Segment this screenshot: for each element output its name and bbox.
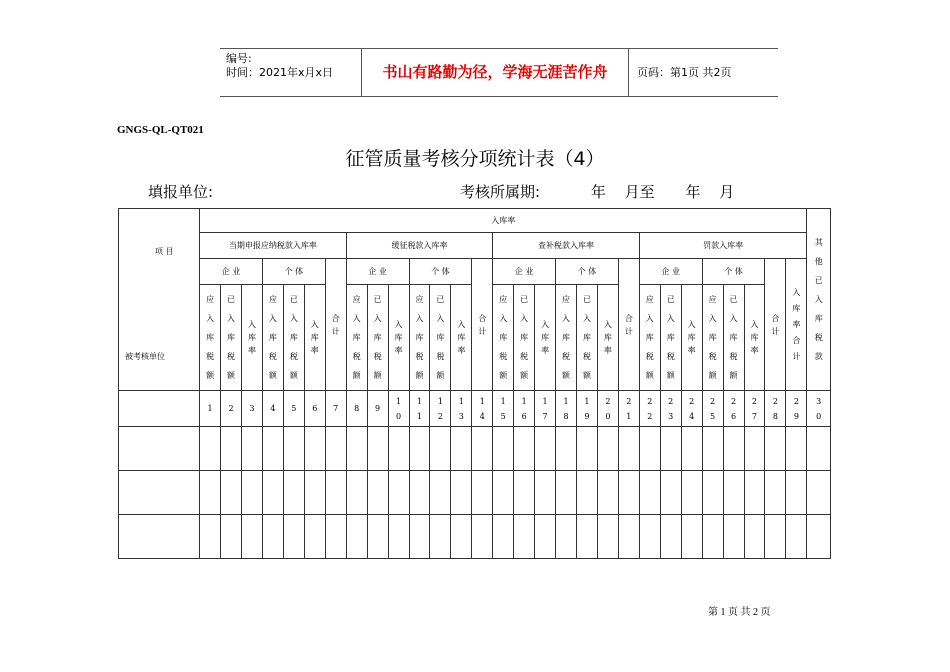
column-number: 3 bbox=[242, 391, 263, 427]
data-cell[interactable] bbox=[681, 471, 702, 515]
column-number: 18 bbox=[556, 391, 577, 427]
column-number: 21 bbox=[618, 391, 639, 427]
rate-header: 入库率 bbox=[681, 285, 702, 391]
data-cell[interactable] bbox=[325, 471, 346, 515]
subtotal-header: 合计 bbox=[618, 259, 639, 391]
data-cell[interactable] bbox=[723, 427, 744, 471]
data-cell[interactable] bbox=[304, 515, 325, 559]
data-cell[interactable] bbox=[597, 471, 618, 515]
rate-total-header: 入库率合计 bbox=[786, 259, 807, 391]
unit-cell[interactable] bbox=[119, 471, 200, 515]
data-cell[interactable] bbox=[660, 515, 681, 559]
individual-header: 个 体 bbox=[556, 259, 619, 285]
subtotal-header: 合计 bbox=[325, 259, 346, 391]
data-cell[interactable] bbox=[283, 427, 304, 471]
data-cell[interactable] bbox=[744, 427, 765, 471]
subtotal-header: 合计 bbox=[765, 259, 786, 391]
data-cell[interactable] bbox=[535, 427, 556, 471]
rate-header: 入库率 bbox=[304, 285, 325, 391]
statistics-table bbox=[118, 208, 831, 559]
column-number: 17 bbox=[535, 391, 556, 427]
paid-header: 已入库税额 bbox=[723, 285, 744, 391]
column-number: 14 bbox=[472, 391, 493, 427]
due-header: 应入库税额 bbox=[702, 285, 723, 391]
column-number: 13 bbox=[451, 391, 472, 427]
data-cell[interactable] bbox=[472, 427, 493, 471]
data-cell[interactable] bbox=[493, 471, 514, 515]
unit-label: 被考核单位 bbox=[125, 352, 165, 361]
data-cell[interactable] bbox=[765, 427, 786, 471]
data-cell[interactable] bbox=[451, 471, 472, 515]
table-row bbox=[119, 427, 831, 471]
data-cell[interactable] bbox=[388, 471, 409, 515]
data-cell[interactable] bbox=[597, 515, 618, 559]
column-number: 11 bbox=[409, 391, 430, 427]
data-cell[interactable] bbox=[807, 515, 831, 559]
rate-header: 入库率 bbox=[242, 285, 263, 391]
data-cell[interactable] bbox=[618, 471, 639, 515]
data-cell[interactable] bbox=[388, 515, 409, 559]
document-header bbox=[220, 48, 778, 97]
data-cell[interactable] bbox=[765, 471, 786, 515]
data-cell[interactable] bbox=[556, 427, 577, 471]
individual-header: 个 体 bbox=[409, 259, 472, 285]
paid-header: 已入库税额 bbox=[577, 285, 598, 391]
column-number: 7 bbox=[325, 391, 346, 427]
data-cell[interactable] bbox=[535, 471, 556, 515]
column-number: 25 bbox=[702, 391, 723, 427]
data-cell[interactable] bbox=[346, 427, 367, 471]
other-header: 其他已入库税款 bbox=[807, 209, 831, 391]
period-month-1: 月至 bbox=[624, 183, 655, 201]
data-cell[interactable] bbox=[304, 427, 325, 471]
rate-header: 入库率 bbox=[597, 285, 618, 391]
column-number: 30 bbox=[807, 391, 831, 427]
column-number: 15 bbox=[493, 391, 514, 427]
data-cell[interactable] bbox=[786, 427, 807, 471]
data-cell[interactable] bbox=[472, 515, 493, 559]
data-cell[interactable] bbox=[221, 427, 242, 471]
data-cell[interactable] bbox=[262, 427, 283, 471]
period-month-2: 月 bbox=[719, 183, 735, 201]
data-cell[interactable] bbox=[346, 471, 367, 515]
due-header: 应入库税额 bbox=[262, 285, 283, 391]
data-cell[interactable] bbox=[807, 471, 831, 515]
column-number: 28 bbox=[765, 391, 786, 427]
data-cell[interactable] bbox=[744, 515, 765, 559]
column-number: 9 bbox=[367, 391, 388, 427]
data-cell[interactable] bbox=[618, 427, 639, 471]
data-cell[interactable] bbox=[807, 427, 831, 471]
data-cell[interactable] bbox=[221, 515, 242, 559]
data-cell[interactable] bbox=[200, 515, 221, 559]
data-cell[interactable] bbox=[660, 427, 681, 471]
subtotal-header: 合计 bbox=[472, 259, 493, 391]
data-cell[interactable] bbox=[388, 427, 409, 471]
group-header-deferred: 缓征税款入库率 bbox=[346, 233, 493, 259]
data-cell[interactable] bbox=[262, 471, 283, 515]
column-number: 20 bbox=[597, 391, 618, 427]
column-number: 19 bbox=[577, 391, 598, 427]
column-number: 22 bbox=[639, 391, 660, 427]
data-cell[interactable] bbox=[577, 471, 598, 515]
data-cell[interactable] bbox=[325, 515, 346, 559]
data-cell[interactable] bbox=[325, 427, 346, 471]
due-header: 应入库税额 bbox=[493, 285, 514, 391]
header-meta bbox=[220, 49, 362, 96]
number-row-label bbox=[119, 391, 200, 427]
due-header: 应入库税额 bbox=[200, 285, 221, 391]
data-cell[interactable] bbox=[765, 515, 786, 559]
paid-header: 已入库税额 bbox=[221, 285, 242, 391]
data-cell[interactable] bbox=[304, 471, 325, 515]
time-label: 时间：2021年x月x日 bbox=[226, 66, 334, 79]
data-cell[interactable] bbox=[514, 427, 535, 471]
data-cell[interactable] bbox=[283, 515, 304, 559]
column-number: 29 bbox=[786, 391, 807, 427]
data-cell[interactable] bbox=[262, 515, 283, 559]
data-cell[interactable] bbox=[702, 515, 723, 559]
due-header: 应入库税额 bbox=[556, 285, 577, 391]
column-number: 4 bbox=[262, 391, 283, 427]
fill-unit-label: 填报单位: bbox=[148, 183, 214, 201]
unit-cell[interactable] bbox=[119, 515, 200, 559]
page-title: 征管质量考核分项统计表（4） bbox=[345, 148, 605, 170]
unit-cell[interactable] bbox=[119, 427, 200, 471]
column-number: 2 bbox=[221, 391, 242, 427]
data-cell[interactable] bbox=[639, 471, 660, 515]
data-cell[interactable] bbox=[200, 427, 221, 471]
data-cell[interactable] bbox=[430, 515, 451, 559]
data-cell[interactable] bbox=[786, 515, 807, 559]
page-footer: 第 1 页 共 2 页 bbox=[708, 607, 771, 618]
data-cell[interactable] bbox=[744, 471, 765, 515]
group-header-penalty: 罚款入库率 bbox=[639, 233, 807, 259]
column-number: 10 bbox=[388, 391, 409, 427]
data-cell[interactable] bbox=[409, 427, 430, 471]
data-cell[interactable] bbox=[242, 515, 263, 559]
paid-header: 已入库税额 bbox=[283, 285, 304, 391]
data-cell[interactable] bbox=[493, 515, 514, 559]
data-cell[interactable] bbox=[367, 471, 388, 515]
data-cell[interactable] bbox=[535, 515, 556, 559]
group-header-current: 当期申报应纳税款入库率 bbox=[200, 233, 347, 259]
paid-header: 已入库税额 bbox=[367, 285, 388, 391]
period-year-1: 年 bbox=[590, 183, 606, 201]
data-cell[interactable] bbox=[242, 471, 263, 515]
data-cell[interactable] bbox=[577, 515, 598, 559]
data-cell[interactable] bbox=[430, 427, 451, 471]
column-number-row bbox=[119, 391, 831, 427]
data-cell[interactable] bbox=[514, 471, 535, 515]
data-cell[interactable] bbox=[221, 471, 242, 515]
column-number: 27 bbox=[744, 391, 765, 427]
data-cell[interactable] bbox=[618, 515, 639, 559]
enterprise-header: 企 业 bbox=[493, 259, 556, 285]
data-cell[interactable] bbox=[493, 427, 514, 471]
item-label: 项 目 bbox=[155, 247, 174, 256]
data-cell[interactable] bbox=[200, 471, 221, 515]
data-cell[interactable] bbox=[451, 427, 472, 471]
column-number: 6 bbox=[304, 391, 325, 427]
column-number: 16 bbox=[514, 391, 535, 427]
data-cell[interactable] bbox=[597, 427, 618, 471]
paid-header: 已入库税额 bbox=[514, 285, 535, 391]
data-cell[interactable] bbox=[681, 427, 702, 471]
rate-header: 入库率 bbox=[535, 285, 556, 391]
data-cell[interactable] bbox=[681, 515, 702, 559]
due-header: 应入库税额 bbox=[639, 285, 660, 391]
data-cell[interactable] bbox=[556, 471, 577, 515]
data-cell[interactable] bbox=[514, 515, 535, 559]
form-code: GNGS-QL-QT021 bbox=[117, 124, 204, 136]
data-cell[interactable] bbox=[242, 427, 263, 471]
top-group-header: 入库率 bbox=[200, 209, 807, 233]
paid-header: 已入库税额 bbox=[660, 285, 681, 391]
data-cell[interactable] bbox=[660, 471, 681, 515]
motto: 书山有路勤为径，学海无涯苦作舟 bbox=[362, 49, 629, 96]
page-label: 页码：第1页 共2页 bbox=[637, 66, 732, 79]
period-label bbox=[460, 181, 734, 202]
rate-header: 入库率 bbox=[451, 285, 472, 391]
table-row bbox=[119, 471, 831, 515]
data-cell[interactable] bbox=[472, 471, 493, 515]
due-header: 应入库税额 bbox=[409, 285, 430, 391]
data-cell[interactable] bbox=[577, 427, 598, 471]
period-year-2: 年 bbox=[685, 183, 701, 201]
data-cell[interactable] bbox=[430, 471, 451, 515]
number-label: 编号: bbox=[226, 52, 252, 65]
table-row bbox=[119, 515, 831, 559]
column-number: 12 bbox=[430, 391, 451, 427]
individual-header: 个 体 bbox=[262, 259, 325, 285]
paid-header: 已入库税额 bbox=[430, 285, 451, 391]
data-cell[interactable] bbox=[702, 471, 723, 515]
column-number: 5 bbox=[283, 391, 304, 427]
due-header: 应入库税额 bbox=[346, 285, 367, 391]
data-cell[interactable] bbox=[639, 427, 660, 471]
data-cell[interactable] bbox=[451, 515, 472, 559]
data-cell[interactable] bbox=[409, 515, 430, 559]
column-number: 8 bbox=[346, 391, 367, 427]
item-header-cell bbox=[119, 209, 200, 391]
enterprise-header: 企 业 bbox=[200, 259, 263, 285]
column-number: 26 bbox=[723, 391, 744, 427]
period-text: 考核所属期: bbox=[460, 183, 541, 201]
rate-header: 入库率 bbox=[744, 285, 765, 391]
data-cell[interactable] bbox=[639, 515, 660, 559]
enterprise-header: 企 业 bbox=[639, 259, 702, 285]
data-cell[interactable] bbox=[367, 427, 388, 471]
data-cell[interactable] bbox=[409, 471, 430, 515]
column-number: 24 bbox=[681, 391, 702, 427]
data-cell[interactable] bbox=[283, 471, 304, 515]
column-number: 1 bbox=[200, 391, 221, 427]
individual-header: 个 体 bbox=[702, 259, 765, 285]
data-cell[interactable] bbox=[367, 515, 388, 559]
data-cell[interactable] bbox=[346, 515, 367, 559]
data-cell[interactable] bbox=[702, 427, 723, 471]
column-number: 23 bbox=[660, 391, 681, 427]
rate-header: 入库率 bbox=[388, 285, 409, 391]
data-cell[interactable] bbox=[786, 471, 807, 515]
enterprise-header: 企 业 bbox=[346, 259, 409, 285]
data-cell[interactable] bbox=[723, 471, 744, 515]
group-header-audit: 查补税款入库率 bbox=[493, 233, 640, 259]
data-cell[interactable] bbox=[723, 515, 744, 559]
data-cell[interactable] bbox=[556, 515, 577, 559]
